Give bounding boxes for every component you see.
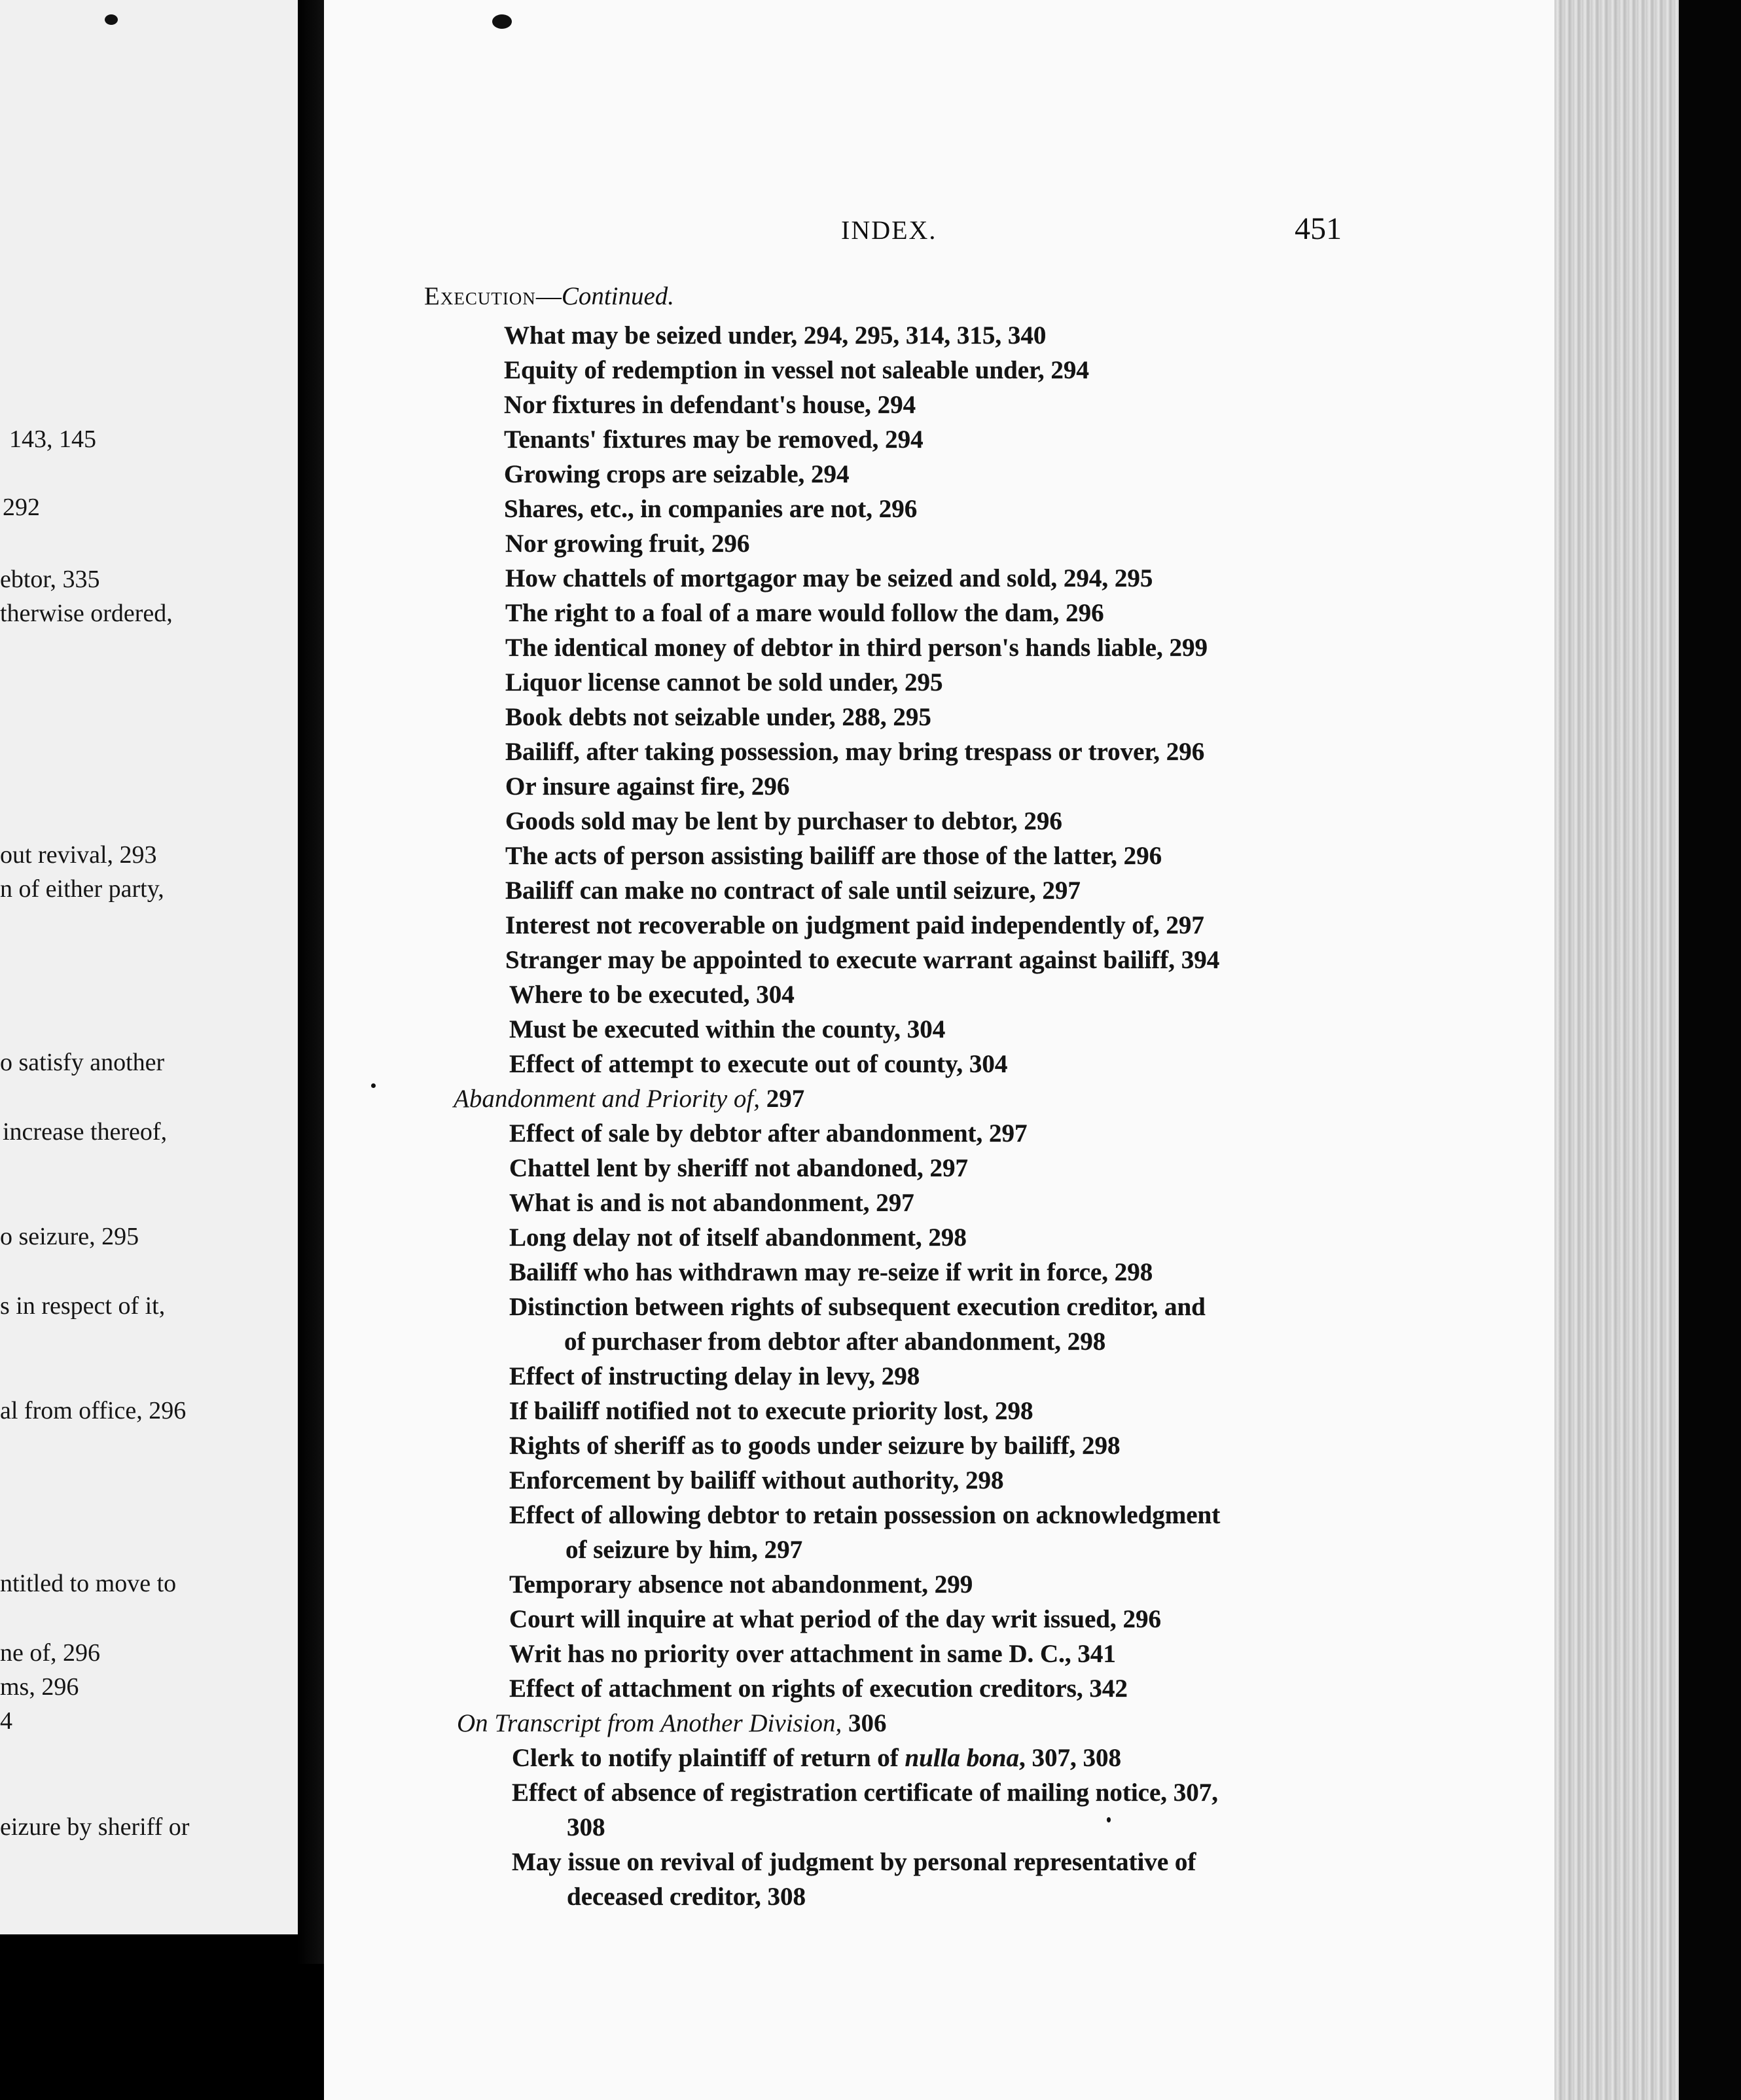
index-entry: What is and is not abandonment, 297 [509,1189,914,1217]
index-entry: Effect of instructing delay in levy, 298 [509,1362,920,1390]
index-entry: Effect of attachment on rights of execution creditors, 342 [509,1675,1128,1703]
left-fragment: 4 [0,1707,12,1735]
index-entry: Temporary absence not abandonment, 299 [509,1570,973,1599]
index-entry: Liquor license cannot be sold under, 295 [505,668,943,697]
index-entry: Chattel lent by sheriff not abandoned, 297 [509,1154,968,1182]
index-entry: Effect of attempt to execute out of county, 304 [509,1050,1008,1078]
index-entry: Equity of redemption in vessel not saleable under, 294 [504,356,1089,384]
page-edges [1554,0,1679,2100]
left-fragment: therwise ordered, [0,600,173,627]
entry-text: , 307, 308 [1018,1744,1121,1772]
left-fragment: out revival, 293 [0,841,157,869]
subheading-abandonment [454,1084,804,1114]
index-entry: Bailiff who has withdrawn may re-seize if writ in force, 298 [509,1258,1153,1286]
subheading-page-ref: 306 [842,1709,887,1737]
index-entry: Growing crops are seizable, 294 [504,460,850,488]
left-fragment: ebtor, 335 [0,566,100,593]
index-entry: Stranger may be appointed to execute warrant against bailiff, 394 [505,946,1220,974]
running-head: INDEX. [841,215,937,245]
index-entry: May issue on revival of judgment by personal representative of [512,1848,1196,1876]
index-entry: Distinction between rights of subsequent execution creditor, and [509,1293,1206,1321]
heading-continued: Continued. [561,282,675,310]
subheading-title: On Transcript from Another Division, [457,1709,842,1737]
index-entry: The identical money of debtor in third person's hands liable, 299 [505,634,1208,662]
index-entry: Rights of sheriff as to goods under seizure by bailiff, 298 [509,1432,1121,1460]
subheading-title: Abandonment and Priority of, [454,1085,760,1113]
left-fragment: eizure by sheriff or [0,1813,190,1841]
left-fragment: ntitled to move to [0,1570,177,1597]
left-page-fragment [0,0,300,1934]
ink-speck [371,1083,376,1088]
index-entry: Court will inquire at what period of the day writ issued, 296 [509,1605,1161,1633]
index-entry: Writ has no priority over attachment in same D. C., 341 [509,1640,1116,1668]
ink-speck [492,14,512,29]
index-entry: Long delay not of itself abandonment, 298 [509,1223,967,1252]
index-entry-continuation: of purchaser from debtor after abandonment, 298 [564,1328,1106,1356]
index-entry: Goods sold may be lent by purchaser to debtor, 296 [505,807,1062,835]
ink-speck [1107,1817,1111,1822]
scan-background [1679,0,1741,2100]
index-heading [424,281,674,311]
index-entry: Must be executed within the county, 304 [509,1015,946,1043]
index-entry: Where to be executed, 304 [509,981,795,1009]
left-fragment: s in respect of it, [0,1292,166,1320]
index-entry: Nor growing fruit, 296 [505,530,750,558]
index-entry: Interest not recoverable on judgment paid independently of, 297 [505,911,1204,939]
index-entry: Tenants' fixtures may be removed, 294 [504,425,924,454]
index-entry: Bailiff, after taking possession, may bring trespass or trover, 296 [505,738,1205,766]
index-entry: Book debts not seizable under, 288, 295 [505,703,931,731]
index-entry: Bailiff can make no contract of sale until seizure, 297 [505,877,1081,905]
left-fragment: o seizure, 295 [0,1223,139,1250]
index-entry: The right to a foal of a mare would follow the dam, 296 [505,599,1104,627]
index-entry: Or insure against fire, 296 [505,772,790,801]
index-entry-continuation: of seizure by him, 297 [565,1536,803,1564]
ink-speck [105,14,118,25]
index-entry-continuation: deceased creditor, 308 [567,1883,806,1911]
index-entry: If bailiff notified not to execute priority lost, 298 [509,1397,1033,1425]
index-entry: What may be seized under, 294, 295, 314, 315, 340 [504,321,1047,350]
subheading-page-ref: 297 [759,1085,805,1113]
left-fragment: ne of, 296 [0,1639,101,1667]
left-fragment: o satisfy another [0,1049,165,1076]
left-fragment: increase thereof, [3,1118,168,1146]
index-entry: Nor fixtures in defendant's house, 294 [504,391,916,419]
left-fragment: 292 [3,494,40,521]
left-fragment: al from office, 296 [0,1397,187,1424]
index-entry: Enforcement by bailiff without authority, 298 [509,1466,1004,1494]
left-fragment: ms, 296 [0,1673,79,1701]
left-fragment: 143, 145 [9,425,96,453]
index-entry: Effect of allowing debtor to retain possession on acknowledgment [509,1501,1221,1529]
index-entry-continuation: 308 [567,1813,605,1841]
index-entry [512,1743,1121,1773]
index-entry: The acts of person assisting bailiff are those of the latter, 296 [505,842,1162,870]
index-entry: How chattels of mortgagor may be seized and sold, 294, 295 [505,564,1153,592]
page-number: 451 [1295,211,1342,246]
index-entry: Effect of sale by debtor after abandonment, 297 [509,1119,1028,1148]
index-entry: Shares, etc., in companies are not, 296 [504,495,918,523]
heading-term: Execution [424,282,536,310]
heading-dash: — [535,282,562,310]
left-fragment: n of either party, [0,875,164,903]
book-gutter [298,0,324,1964]
index-entry: Effect of absence of registration certificate of mailing notice, 307, [512,1779,1219,1807]
entry-latin-term: nulla bona [905,1744,1019,1772]
subheading-transcript [457,1709,887,1739]
scan-background [0,1934,298,2100]
entry-text: Clerk to notify plaintiff of return of [512,1744,905,1772]
